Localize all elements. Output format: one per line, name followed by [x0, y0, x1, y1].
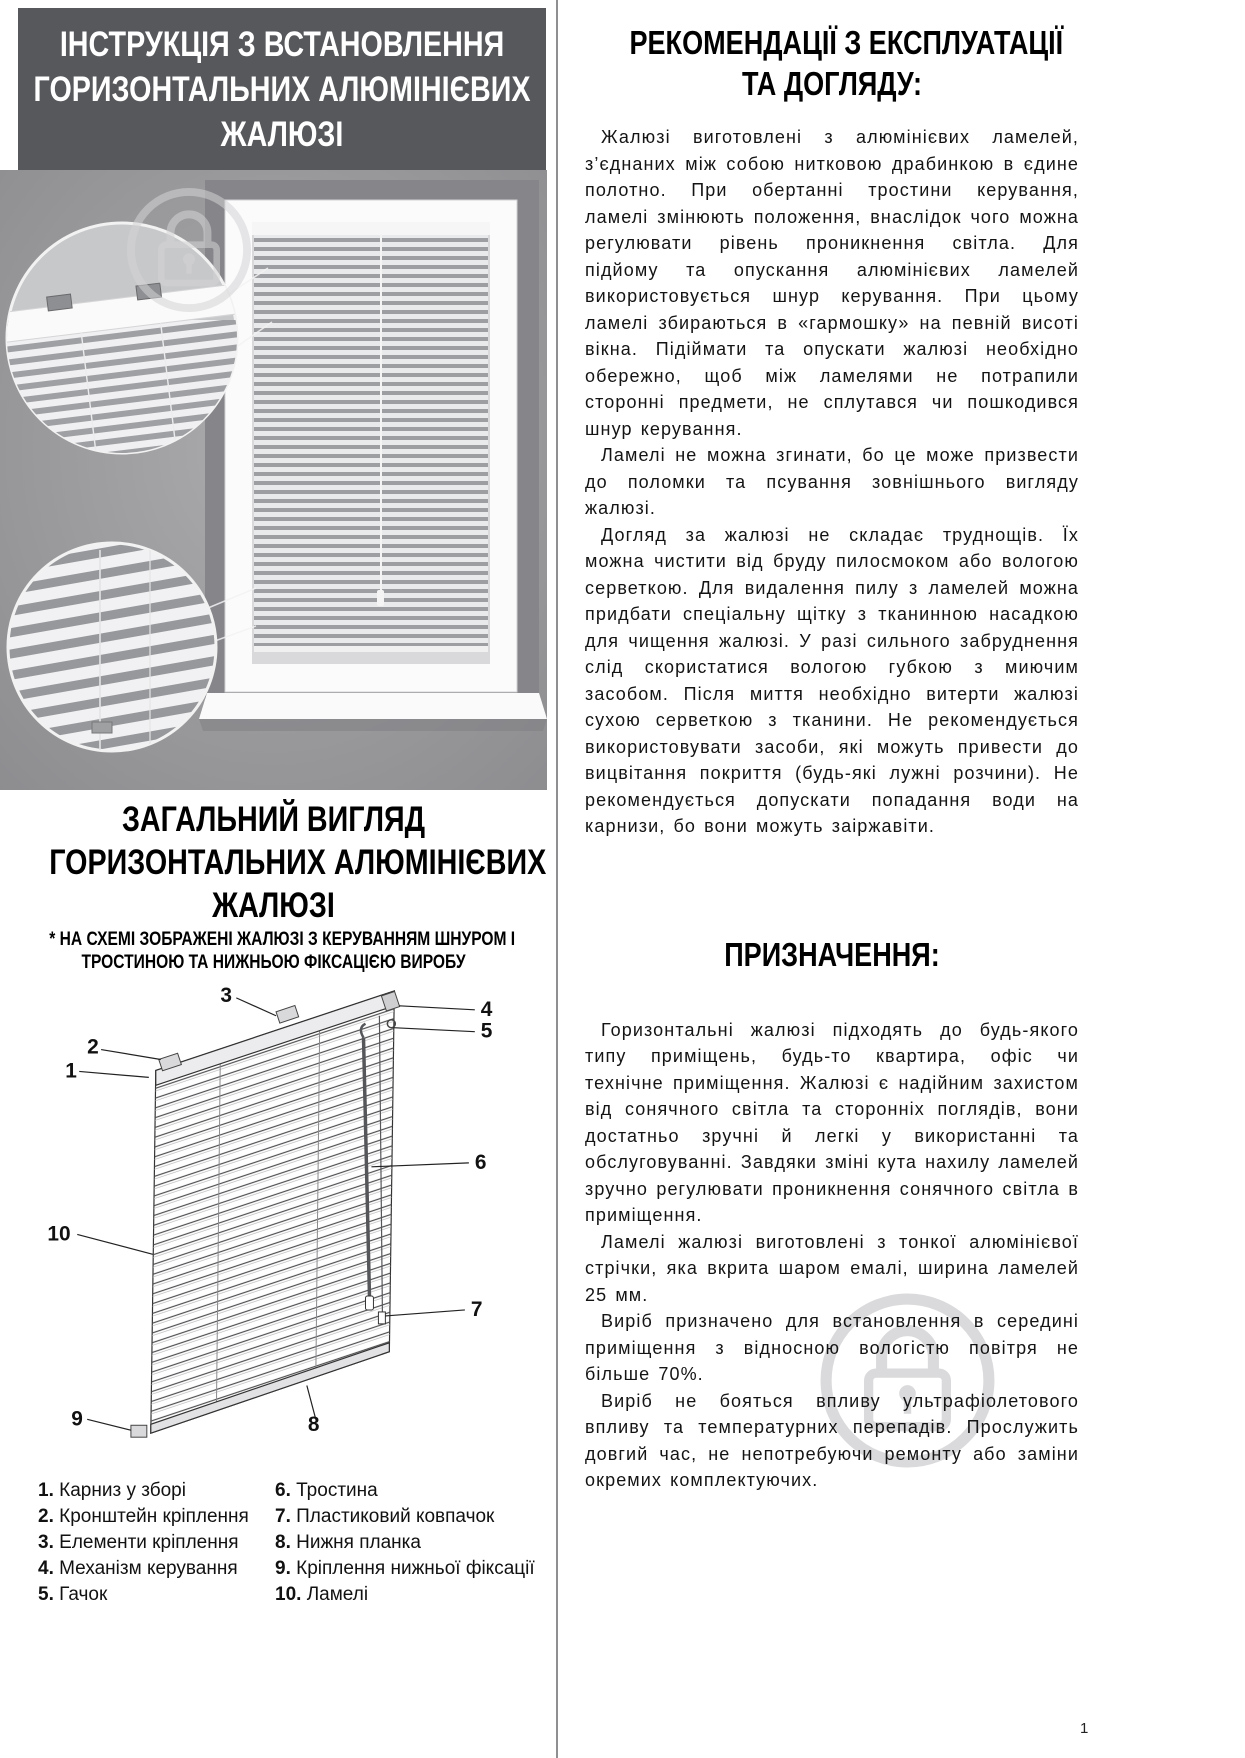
overview-title-line-3: ЖАЛЮЗІ — [212, 886, 335, 925]
care-paragraph: Догляд за жалюзі не складає труднощів. Їх можна чистити від бруду пилосмоком або вологою серветкою. Для видалення пилу з ламелей можна придбати спеціальну щітку з тканинною насадкою для чищення жалюзі. У разі сильного забруднення слід скористатися вологою губкою з миючим засобом. Після миття необхідно витерти жалюзі сухою серветкою з тканини. Не рекомендується використовувати засоби, які можуть привести до вицвітання покриття (будь-які лужні розчини). Не рекомендується допускати попадання води на карнизи, бо вони можуть заіржавіти. — [585, 524, 1079, 836]
legend-item: 9. Кріплення нижньої фіксації — [275, 1558, 535, 1579]
installation-header-box — [18, 8, 546, 170]
plastic-cap — [378, 1312, 385, 1324]
header-line-3: ЖАЛЮЗІ — [220, 114, 344, 154]
blinds-diagram — [20, 976, 545, 1468]
mounting-bracket-detail — [47, 294, 73, 311]
sill-shadow — [199, 719, 547, 731]
diagram-label-6: 6 — [474, 1150, 487, 1174]
diagram-label-10: 10 — [47, 1222, 71, 1246]
installation-header-title — [34, 22, 531, 157]
diagram-label-1: 1 — [65, 1059, 77, 1083]
overview-note-line-1: * НА СХЕМІ ЗОБРАЖЕНІ ЖАЛЮЗІ З КЕРУВАННЯМ ШНУРОМ І — [49, 929, 516, 950]
legend-item: 1. Карниз у зборі — [38, 1480, 186, 1501]
legend-item: 6. Тростина — [275, 1480, 378, 1501]
header-line-2: ГОРИЗОНТАЛЬНИХ АЛЮМІНІЄВИХ — [33, 69, 531, 109]
care-paragraph: Жалюзі виготовлені з алюмінієвих ламелей, з’єднаних між собою нитковою драбинкою в єдине полотно. При обертанні тростини керування, ламелі змінюють положення, внаслідок чого можна регулювати рівень проникнення світла. Для підйому та опускання алюмінієвих ламелей використовується шнур керування. При цьому ламелі збираються в «гармошку» на певній висоті вікна. Підіймати та опускати жалюзі необхідно обережно, щоб між ламелями не потрапили сторонні предмети, не сплутався чи пошкодився шнур керування. — [585, 127, 1079, 439]
bottom-fixation — [131, 1425, 147, 1437]
care-title-line-1: РЕКОМЕНДАЦІЇ З ЕКСПЛУАТАЦІЇ — [629, 24, 1064, 61]
window-sill — [199, 693, 547, 719]
legend-item: 2. Кронштейн кріплення — [38, 1506, 249, 1527]
slats-lines — [151, 991, 395, 1433]
blinds-in-window — [254, 228, 488, 646]
care-text — [585, 124, 1079, 840]
bottom-fixation-detail — [92, 722, 112, 733]
headrail-in-window — [252, 222, 490, 235]
right-column — [585, 22, 1079, 1494]
fixing-element — [276, 1005, 299, 1023]
parts-legend — [38, 1478, 547, 1608]
legend-item: 3. Елементи кріплення — [38, 1532, 239, 1553]
purpose-paragraph: Виріб призначено для встановлення в середині приміщення з відносною вологістю повітря не більше 70%. — [585, 1311, 1079, 1384]
legend-item: 5. Гачок — [38, 1584, 108, 1605]
overview-title — [0, 798, 547, 927]
legend-item: 7. Пластиковий ковпачок — [275, 1506, 495, 1527]
purpose-paragraph: Ламелі жалюзі виготовлені з тонкої алюмінієвої стрічки, яка вкрита шаром емалі, ширина ламелей 25 мм. — [585, 1231, 1079, 1305]
column-divider — [556, 0, 558, 1758]
header-line-1: ІНСТРУКЦІЯ З ВСТАНОВЛЕННЯ — [59, 24, 505, 64]
legend-column-2 — [275, 1478, 547, 1608]
overview-title-line-1: ЗАГАЛЬНИЙ ВИГЛЯД — [121, 800, 426, 839]
purpose-text — [585, 1017, 1079, 1494]
callout-circle-slats — [8, 543, 216, 751]
legend-item: 8. Нижня планка — [275, 1532, 421, 1553]
diagram-label-8: 8 — [307, 1413, 320, 1437]
care-paragraph: Ламелі не можна згинати, бо це може призвести до поломки та псування зовнішнього вигляду жалюзі. — [585, 445, 1079, 518]
legend-item: 4. Механізм керування — [38, 1558, 238, 1579]
purpose-title: ПРИЗНАЧЕННЯ: — [724, 935, 940, 973]
purpose-paragraph: Горизонтальні жалюзі підходять до будь-якого типу приміщень, будь-то квартира, офіс чи технічне приміщення. Жалюзі є надійним захистом від сонячного світла та сторонніх поглядів, вони достатньо зручні й легкі у використанні та обслуговуванні. Завдяки зміні кута нахилу ламелей зручно регулювати проникнення сонячного світла в приміщення. — [585, 1019, 1079, 1225]
care-title — [585, 22, 1079, 104]
cord-tassel — [377, 590, 384, 606]
page-number: 1 — [1080, 1720, 1089, 1737]
diagram-label-4: 4 — [480, 997, 493, 1021]
legend-item: 10. Ламелі — [275, 1584, 369, 1605]
overview-note-line-2: ТРОСТИНОЮ ТА НИЖНЬОЮ ФІКСАЦІЄЮ ВИРОБУ — [81, 952, 466, 973]
diagram-label-2: 2 — [87, 1035, 99, 1059]
care-title-line-2: ТА ДОГЛЯДУ: — [741, 65, 923, 102]
purpose-paragraph: Виріб не бояться впливу ультрафіолетового впливу та температурних перепадів. Прослужить довгий час, не непотребуючи ремонту або заміни окремих комплектуючих. — [585, 1390, 1079, 1490]
legend-column-1 — [38, 1478, 275, 1608]
diagram-label-3: 3 — [220, 983, 232, 1007]
window-blinds-photo — [0, 170, 547, 790]
diagram-label-9: 9 — [71, 1407, 83, 1431]
overview-title-line-2: ГОРИЗОНТАЛЬНИХ АЛЮМІНІЄВИХ — [49, 843, 547, 882]
diagram-label-5: 5 — [480, 1019, 493, 1043]
overview-note — [0, 928, 547, 974]
bottom-rail-in-window — [254, 646, 488, 652]
wand-cap — [365, 1296, 373, 1310]
diagram-label-7: 7 — [470, 1297, 483, 1321]
